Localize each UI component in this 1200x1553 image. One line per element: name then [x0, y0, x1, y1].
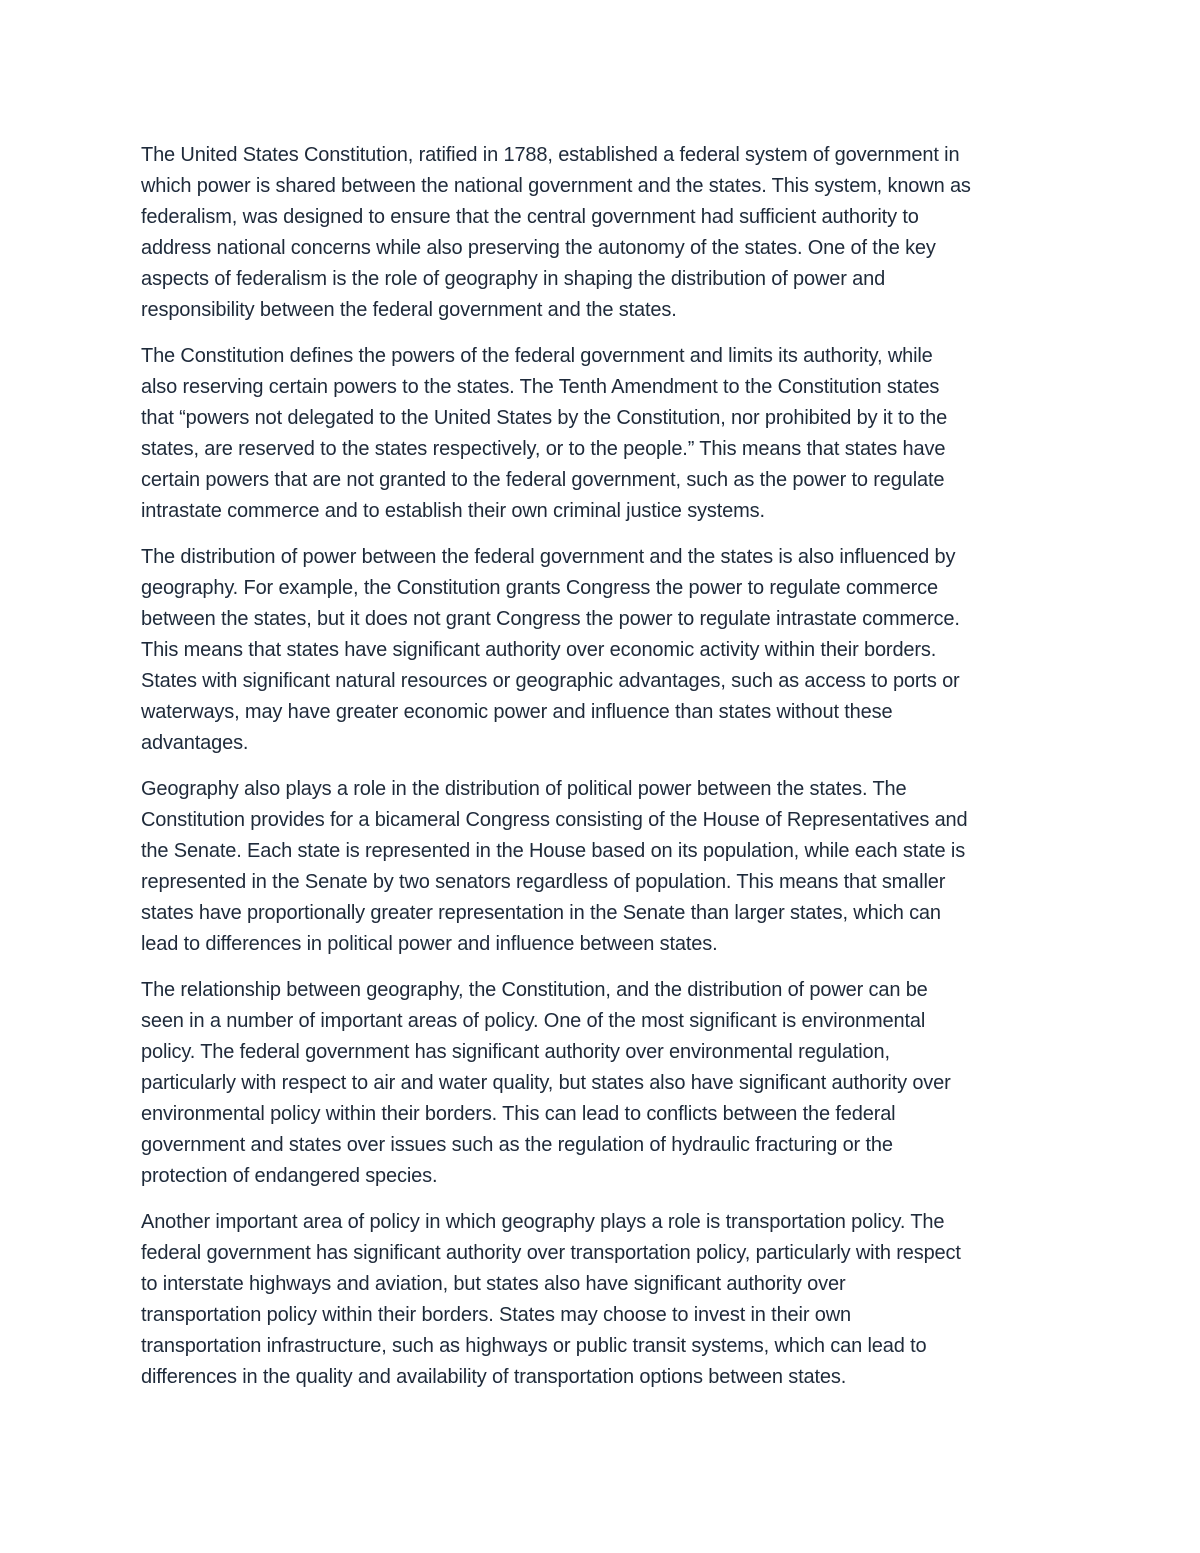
text-line: waterways, may have greater economic power and influence than states without these [141, 701, 893, 723]
text-line: the Senate. Each state is represented in the House based on its population, while each state is [141, 840, 966, 862]
text-line: certain powers that are not granted to the federal government, such as the power to regulate [141, 469, 945, 491]
text-line: particularly with respect to air and water quality, but states also have significant authority over [141, 1072, 951, 1094]
text-line: that “powers not delegated to the United States by the Constitution, nor prohibited by it to the [141, 407, 948, 429]
text-line: environmental policy within their borders. This can lead to conflicts between the federal [141, 1103, 896, 1125]
text-line: The Constitution defines the powers of the federal government and limits its authority, while [141, 345, 933, 367]
text-line: federalism, was designed to ensure that the central government had sufficient authority to [141, 206, 919, 228]
text-line: differences in the quality and availability of transportation options between states. [141, 1366, 847, 1388]
paragraph-5 [141, 975, 1065, 1192]
text-line: states have proportionally greater representation in the Senate than larger states, which can [141, 902, 941, 924]
text-line: Geography also plays a role in the distribution of political power between the states. The [141, 778, 907, 800]
text-line: also reserving certain powers to the states. The Tenth Amendment to the Constitution states [141, 376, 940, 398]
text-line: which power is shared between the national government and the states. This system, known as [141, 175, 971, 197]
text-line: lead to differences in political power and influence between states. [141, 933, 718, 955]
text-line: policy. The federal government has significant authority over environmental regulation, [141, 1041, 890, 1063]
text-line: Another important area of policy in which geography plays a role is transportation policy. The [141, 1211, 945, 1233]
text-line: transportation policy within their borders. States may choose to invest in their own [141, 1304, 851, 1326]
text-line: government and states over issues such as the regulation of hydraulic fracturing or the [141, 1134, 893, 1156]
paragraph-2 [141, 341, 1065, 527]
text-line: responsibility between the federal government and the states. [141, 299, 677, 321]
text-line: geography. For example, the Constitution grants Congress the power to regulate commerce [141, 577, 938, 599]
text-line: aspects of federalism is the role of geography in shaping the distribution of power and [141, 268, 886, 290]
text-line: protection of endangered species. [141, 1165, 438, 1187]
text-line: The distribution of power between the federal government and the states is also influenced by [141, 546, 956, 568]
document-body [141, 140, 1065, 1408]
text-line: between the states, but it does not grant Congress the power to regulate intrastate commerce. [141, 608, 960, 630]
text-line: intrastate commerce and to establish their own criminal justice systems. [141, 500, 765, 522]
paragraph-1 [141, 140, 1065, 326]
paragraph-6 [141, 1207, 1065, 1393]
text-line: States with significant natural resources or geographic advantages, such as access to ports or [141, 670, 960, 692]
text-line: Constitution provides for a bicameral Congress consisting of the House of Representatives and [141, 809, 968, 831]
text-line: address national concerns while also preserving the autonomy of the states. One of the key [141, 237, 936, 259]
text-line: to interstate highways and aviation, but states also have significant authority over [141, 1273, 846, 1295]
text-line: advantages. [141, 732, 249, 754]
text-line: transportation infrastructure, such as highways or public transit systems, which can lead to [141, 1335, 927, 1357]
paragraph-3 [141, 542, 1065, 759]
text-line: seen in a number of important areas of policy. One of the most significant is environmental [141, 1010, 926, 1032]
text-line: The United States Constitution, ratified in 1788, established a federal system of government in [141, 144, 960, 166]
paragraph-4 [141, 774, 1065, 960]
text-line: states, are reserved to the states respectively, or to the people.” This means that states have [141, 438, 946, 460]
text-line: The relationship between geography, the Constitution, and the distribution of power can be [141, 979, 928, 1001]
text-line: represented in the Senate by two senators regardless of population. This means that smaller [141, 871, 946, 893]
text-line: federal government has significant authority over transportation policy, particularly with respect [141, 1242, 961, 1264]
text-line: This means that states have significant authority over economic activity within their borders. [141, 639, 937, 661]
